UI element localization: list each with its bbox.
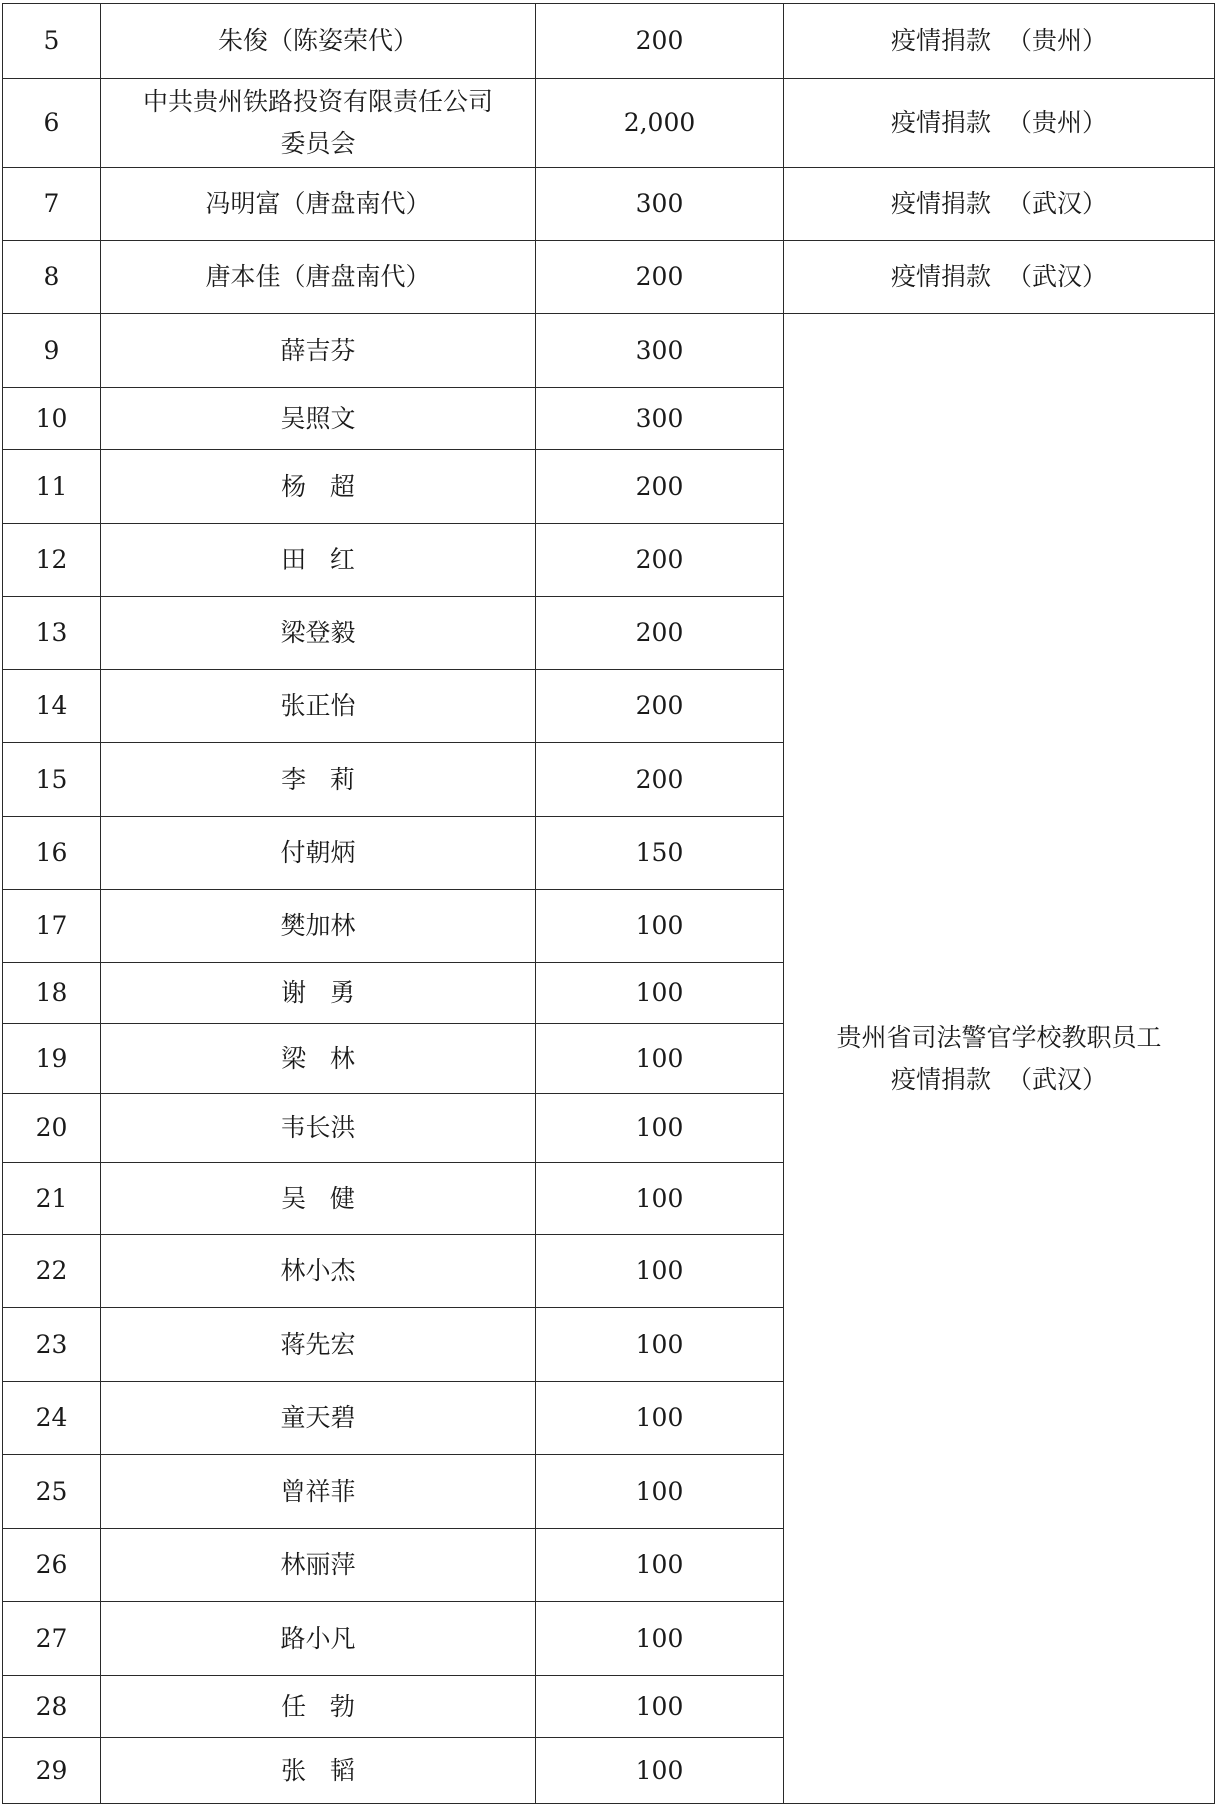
donor-name: 梁登毅 — [101, 597, 536, 670]
donation-amount: 200 — [536, 241, 784, 314]
group-donation-purpose — [784, 314, 1215, 1804]
donation-amount: 200 — [536, 597, 784, 670]
donor-name: 薛吉芬 — [101, 314, 536, 388]
table-row — [3, 4, 1215, 79]
donation-amount: 300 — [536, 314, 784, 388]
donation-table — [2, 3, 1215, 1804]
donor-name: 梁 林 — [101, 1024, 536, 1094]
donation-amount: 100 — [536, 1382, 784, 1455]
donation-amount: 100 — [536, 1529, 784, 1602]
donation-purpose: 疫情捐款 （武汉） — [784, 168, 1215, 241]
table-row — [3, 168, 1215, 241]
donor-name: 谢 勇 — [101, 963, 536, 1024]
row-number: 17 — [3, 890, 101, 963]
donor-name: 樊加林 — [101, 890, 536, 963]
donor-name-line: 中共贵州铁路投资有限责任公司 — [142, 87, 493, 116]
donation-amount: 100 — [536, 1094, 784, 1163]
donation-purpose: 疫情捐款 （贵州） — [784, 4, 1215, 79]
donor-name: 张正怡 — [101, 670, 536, 743]
donor-name — [101, 79, 536, 168]
donation-amount: 200 — [536, 450, 784, 524]
row-number: 6 — [3, 79, 101, 168]
donor-name: 田 红 — [101, 524, 536, 597]
row-number: 13 — [3, 597, 101, 670]
donor-name: 吴照文 — [101, 388, 536, 450]
donor-name: 童天碧 — [101, 1382, 536, 1455]
row-number: 24 — [3, 1382, 101, 1455]
group-purpose-line: 疫情捐款 （武汉） — [891, 1064, 1107, 1094]
row-number: 22 — [3, 1235, 101, 1308]
donation-amount: 200 — [536, 4, 784, 79]
donor-name: 朱俊（陈姿荣代） — [101, 4, 536, 79]
donation-amount: 100 — [536, 1235, 784, 1308]
row-number: 16 — [3, 817, 101, 890]
donor-name: 韦长洪 — [101, 1094, 536, 1163]
row-number: 18 — [3, 963, 101, 1024]
donor-name: 任 勃 — [101, 1676, 536, 1738]
donation-amount: 300 — [536, 388, 784, 450]
row-number: 25 — [3, 1455, 101, 1529]
table-row — [3, 314, 1215, 388]
donation-amount: 100 — [536, 963, 784, 1024]
row-number: 29 — [3, 1738, 101, 1804]
donor-name: 冯明富（唐盘南代） — [101, 168, 536, 241]
donor-name: 林小杰 — [101, 1235, 536, 1308]
donor-name: 杨 超 — [101, 450, 536, 524]
row-number: 11 — [3, 450, 101, 524]
row-number: 27 — [3, 1602, 101, 1676]
donation-amount: 150 — [536, 817, 784, 890]
donation-amount: 100 — [536, 1602, 784, 1676]
row-number: 20 — [3, 1094, 101, 1163]
donor-name: 路小凡 — [101, 1602, 536, 1676]
donor-name: 付朝炳 — [101, 817, 536, 890]
donation-amount: 200 — [536, 743, 784, 817]
donation-amount: 300 — [536, 168, 784, 241]
row-number: 5 — [3, 4, 101, 79]
donation-amount: 100 — [536, 1024, 784, 1094]
donation-amount: 100 — [536, 1308, 784, 1382]
row-number: 15 — [3, 743, 101, 817]
donor-name-line: 委员会 — [280, 129, 356, 158]
donation-amount: 100 — [536, 1163, 784, 1235]
row-number: 21 — [3, 1163, 101, 1235]
donation-amount: 100 — [536, 1738, 784, 1804]
group-purpose-line: 贵州省司法警官学校教职员工 — [836, 1022, 1162, 1052]
row-number: 26 — [3, 1529, 101, 1602]
donor-name: 张 韬 — [101, 1738, 536, 1804]
row-number: 7 — [3, 168, 101, 241]
row-number: 8 — [3, 241, 101, 314]
donor-name: 吴 健 — [101, 1163, 536, 1235]
row-number: 12 — [3, 524, 101, 597]
row-number: 14 — [3, 670, 101, 743]
row-number: 19 — [3, 1024, 101, 1094]
donation-amount: 100 — [536, 1455, 784, 1529]
table-row — [3, 79, 1215, 168]
donation-purpose: 疫情捐款 （武汉） — [784, 241, 1215, 314]
row-number: 28 — [3, 1676, 101, 1738]
row-number: 9 — [3, 314, 101, 388]
donation-purpose: 疫情捐款 （贵州） — [784, 79, 1215, 168]
donation-amount: 100 — [536, 1676, 784, 1738]
row-number: 23 — [3, 1308, 101, 1382]
donor-name: 蒋先宏 — [101, 1308, 536, 1382]
row-number: 10 — [3, 388, 101, 450]
donor-name: 曾祥菲 — [101, 1455, 536, 1529]
donation-amount: 100 — [536, 890, 784, 963]
donor-name: 唐本佳（唐盘南代） — [101, 241, 536, 314]
donation-amount: 200 — [536, 524, 784, 597]
donation-amount: 2,000 — [536, 79, 784, 168]
table-row — [3, 241, 1215, 314]
donor-name: 李 莉 — [101, 743, 536, 817]
donor-name: 林丽萍 — [101, 1529, 536, 1602]
donation-amount: 200 — [536, 670, 784, 743]
